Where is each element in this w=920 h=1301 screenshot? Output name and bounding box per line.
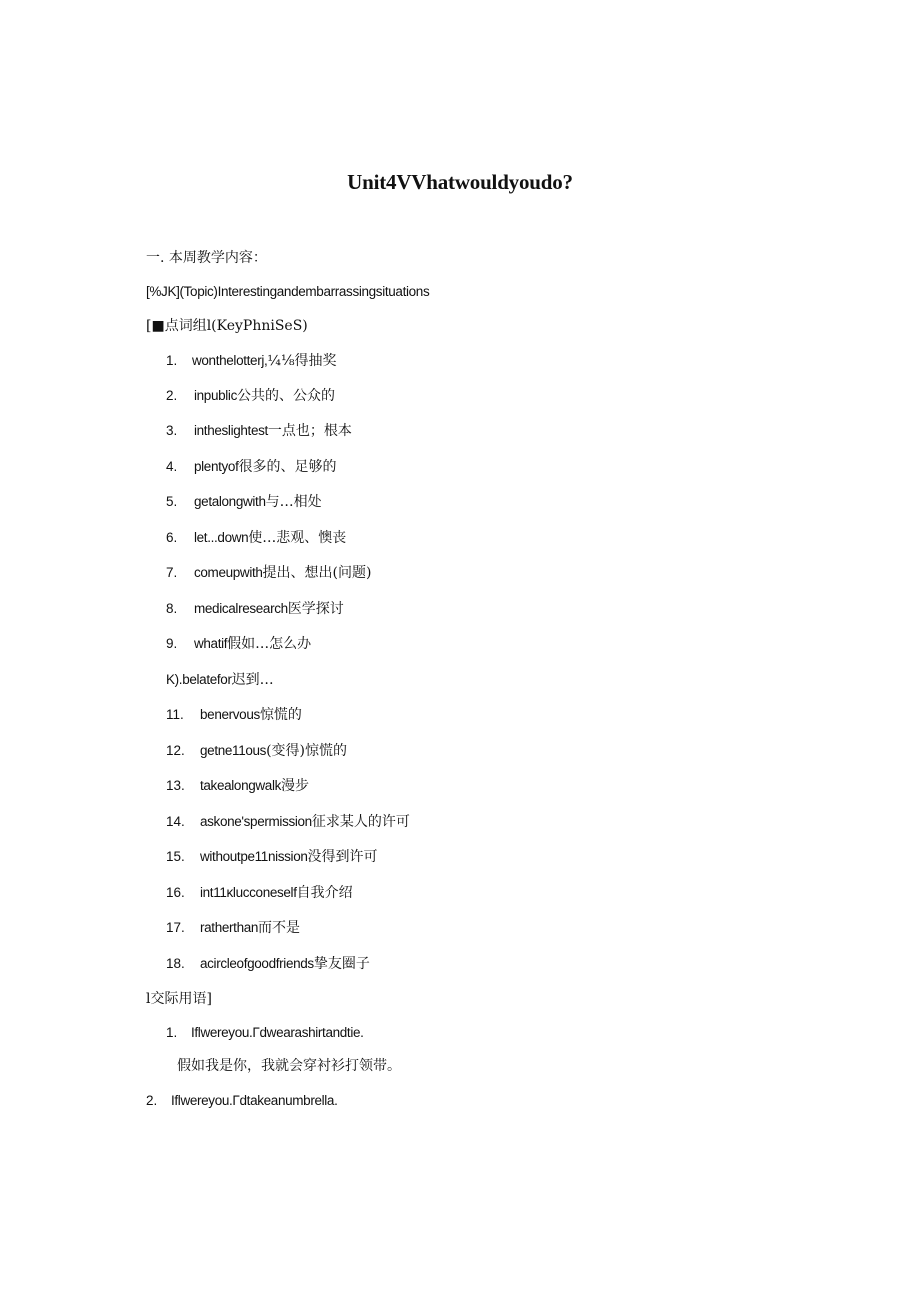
item-number: 18. [166, 956, 185, 971]
list-item [166, 776, 309, 796]
phrase-chinese: 惊慌的 [259, 707, 302, 723]
item-number: 11. [166, 707, 184, 722]
phrase-english: benervous [200, 707, 260, 722]
list-item [166, 563, 371, 583]
phrase-english: inpublic [194, 388, 237, 403]
item-number: 9. [166, 636, 178, 651]
list-item [166, 421, 352, 441]
phrase-chinese: ¼⅛得抽奖 [267, 353, 337, 369]
key-phrases-heading [146, 316, 308, 336]
item-number: 2. [166, 388, 178, 403]
phrase-chinese: (变得)惊慌的 [266, 743, 348, 759]
phrase-english: acircleofgoodfriends [200, 956, 314, 971]
phrase-chinese: 自我介绍 [296, 885, 353, 901]
list-item [166, 528, 346, 548]
list-item [166, 634, 311, 654]
phrase-chinese: 漫步 [281, 778, 310, 794]
phrase-chinese: 征求某人的许可 [311, 814, 410, 830]
list-item [166, 918, 300, 938]
phrase-english: askone'spermission [200, 814, 312, 829]
list-item [166, 492, 322, 512]
phrase-chinese: 假如…怎么办 [227, 636, 312, 652]
expression-english: Iflwereyou.Γdtakeanumbrella. [171, 1093, 338, 1108]
phrase-chinese: 使…悲观、懊丧 [248, 530, 347, 546]
key-phrases-heading-text: [■点词组l(KeyPhniSeS) [146, 318, 308, 334]
item-number: 14. [166, 814, 185, 829]
item-number: 6. [166, 530, 178, 545]
item-number: 15. [166, 849, 185, 864]
phrase-chinese: 医学探讨 [287, 601, 344, 617]
list-item [166, 705, 302, 725]
item-number: 17. [166, 920, 185, 935]
phrase-chinese: 一点也；根本 [267, 423, 352, 439]
expressions-heading: l交际用语] [146, 991, 212, 1007]
phrase-chinese: 公共的、公众的 [236, 388, 335, 404]
phrase-english: K).belatefor [166, 672, 232, 687]
phrase-chinese: 挚友圈子 [313, 956, 370, 972]
phrase-english: intheslightest [194, 423, 268, 438]
phrase-english: let...down [194, 530, 249, 545]
list-item [166, 670, 274, 690]
phrase-english: getalongwith [194, 494, 266, 509]
expression-english: Iflwereyou.Γdwearashirtandtie. [191, 1025, 364, 1040]
list-item [166, 954, 370, 974]
topic-line: [%JK](Topic)Interestingandembarrassingsituations [146, 284, 430, 299]
phrase-english: comeupwith [194, 565, 263, 580]
phrase-chinese: 提出、想出(问题) [262, 565, 372, 581]
phrase-chinese: 而不是 [258, 920, 301, 936]
item-number: 1. [166, 1025, 178, 1040]
list-item [166, 599, 344, 619]
list-item [166, 741, 347, 761]
item-number: 3. [166, 423, 178, 438]
item-number: 5. [166, 494, 178, 509]
phrase-chinese: 迟到… [231, 672, 274, 688]
phrase-english: medicalresearch [194, 601, 288, 616]
phrase-english: wonthelotterj, [192, 353, 268, 368]
list-item [166, 351, 337, 371]
list-item [166, 847, 378, 867]
item-number: 16. [166, 885, 185, 900]
list-item [166, 883, 353, 903]
phrase-chinese: 没得到许可 [307, 849, 378, 865]
phrase-english: takealongwalk [200, 778, 282, 793]
list-item [166, 812, 410, 832]
phrase-english: withoutpe11nission [200, 849, 308, 864]
list-item [166, 386, 335, 406]
phrase-english: whatif [194, 636, 228, 651]
phrase-english: getne11ous [200, 743, 267, 758]
item-number: 7. [166, 565, 178, 580]
item-number: 13. [166, 778, 185, 793]
item-number: 1. [166, 353, 178, 368]
expression-item [166, 1023, 364, 1043]
phrase-chinese: 很多的、足够的 [238, 459, 337, 475]
item-number: 2. [146, 1093, 158, 1108]
section-heading: 一. 本周教学内容： [146, 250, 267, 266]
phrase-english: int11κlucconeself [200, 885, 297, 900]
page-title: Unit4VVhatwouldyoudo? [347, 170, 573, 194]
expression-translation: 假如我是你，我就会穿衬衫打领带。 [177, 1058, 401, 1074]
phrase-english: ratherthan [200, 920, 259, 935]
list-item [166, 457, 336, 477]
item-number: 4. [166, 459, 178, 474]
expression-item [146, 1091, 337, 1111]
phrase-english: plentyof [194, 459, 239, 474]
phrase-chinese: 与…相处 [265, 494, 322, 510]
item-number: 12. [166, 743, 185, 758]
item-number: 8. [166, 601, 178, 616]
